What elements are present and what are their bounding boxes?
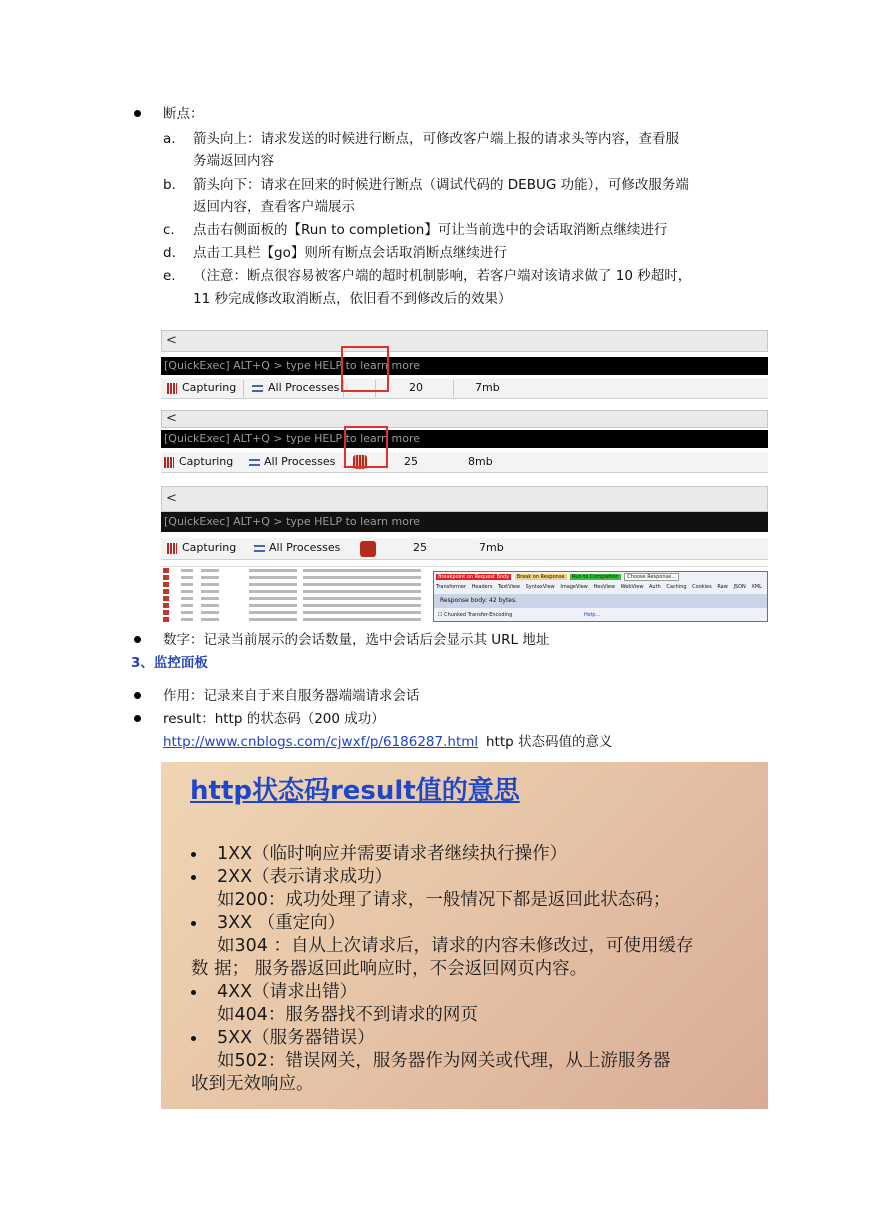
tab[interactable]: WebView [620, 584, 644, 590]
section-heading: 3、监控面板 [131, 655, 208, 671]
memory-usage: 8mb [468, 455, 493, 468]
numbers-note: 数字：记录当前展示的会话数量，选中会话后会显示其 URL 地址 [163, 632, 550, 648]
capturing-label[interactable]: Capturing [179, 455, 234, 468]
status-code-panel [161, 762, 768, 1109]
bullet [134, 715, 141, 722]
scroll-left-icon[interactable]: < [166, 411, 177, 426]
memory-usage: 7mb [479, 541, 504, 554]
fiddler-strip-3 [161, 486, 768, 560]
scroll-left-icon[interactable]: < [166, 333, 177, 348]
tab[interactable]: JSON [733, 584, 746, 590]
tab[interactable]: Auth [649, 584, 661, 590]
quickexec-input[interactable]: [QuickExec] ALT+Q > type HELP to learn more [161, 512, 768, 532]
panel-line: 5XX（服务器错误） [217, 1028, 375, 1048]
bullet [134, 636, 141, 643]
chunked-checkbox[interactable]: ☐ Chunked Transfer-Encoding [438, 612, 513, 618]
tab[interactable]: Cookies [692, 584, 712, 590]
capturing-icon[interactable] [167, 543, 177, 554]
run-to-completion-button[interactable]: Run to Completion [572, 574, 619, 580]
break-request-button[interactable]: Breakpoint on Request Body [438, 574, 510, 580]
panel-line: 2XX（表示请求成功） [217, 867, 393, 887]
capturing-label[interactable]: Capturing [182, 541, 237, 554]
memory-usage: 7mb [475, 381, 500, 394]
item-a-line2: 务端返回内容 [193, 153, 274, 169]
response-body-size: Response body: 42 bytes. [434, 594, 768, 608]
bullet [191, 875, 196, 880]
bullet [134, 692, 141, 699]
help-link[interactable]: Help... [584, 612, 601, 618]
scroll-left-icon[interactable]: < [166, 491, 177, 506]
status-bar [161, 378, 768, 399]
tab[interactable]: TextView [498, 584, 520, 590]
response-panel [433, 571, 768, 622]
bullet [191, 852, 196, 857]
item-marker-e: e. [163, 268, 176, 284]
processes-label[interactable]: All Processes [269, 541, 341, 554]
bullet [191, 1036, 196, 1041]
bullet [191, 921, 196, 926]
item-marker-c: c. [163, 222, 175, 238]
panel-line: 4XX（请求出错） [217, 982, 358, 1002]
horizontal-scrollbar[interactable] [161, 486, 768, 512]
horizontal-scrollbar[interactable] [161, 410, 768, 428]
tab[interactable]: SyntaxView [525, 584, 555, 590]
break-response-button[interactable]: Break on Response [516, 574, 565, 580]
item-d-line1: 点击工具栏【go】则所有断点会话取消断点继续进行 [193, 245, 507, 261]
item-marker-a: a. [163, 131, 176, 147]
bullet [191, 990, 196, 995]
link-caption: http 状态码值的意义 [486, 734, 613, 750]
highlight-box [341, 346, 389, 392]
purpose-text: 作用：记录来自于来自服务器端端请求会话 [163, 688, 420, 704]
processes-label[interactable]: All Processes [264, 455, 336, 468]
tab[interactable]: Raw [717, 584, 728, 590]
item-b-line2: 返回内容，查看客户端展示 [193, 199, 355, 215]
horizontal-scrollbar[interactable] [161, 330, 768, 352]
result-text: result：http 的状态码（200 成功） [163, 711, 385, 727]
tab[interactable]: Transformer [436, 584, 467, 590]
panel-line: 如304 ：自从上次请求后，请求的内容未修改过，可使用缓存 [217, 936, 694, 956]
tab[interactable]: Headers [471, 584, 493, 590]
item-a-line1: 箭头向上：请求发送的时候进行断点，可修改客户端上报的请求头等内容，查看服 [193, 131, 679, 147]
panel-title: http状态码result值的意思 [190, 776, 520, 806]
filter-icon[interactable] [254, 545, 265, 552]
response-tabs [436, 584, 762, 591]
choose-response-select[interactable]: Choose Response... [624, 573, 679, 581]
panel-line: 如502：错误网关，服务器作为网关或代理，从上游服务器 [217, 1051, 671, 1071]
processes-label[interactable]: All Processes [268, 381, 340, 394]
filter-icon[interactable] [252, 385, 263, 392]
item-e-line2: 11 秒完成修改取消断点，依旧看不到修改后的效果） [193, 291, 512, 307]
session-count: 20 [409, 381, 423, 394]
item-marker-d: d. [163, 245, 176, 261]
tab[interactable]: HexView [593, 584, 616, 590]
capturing-label[interactable]: Capturing [182, 381, 237, 394]
breakpoint-icon[interactable] [360, 541, 376, 557]
session-panel-screenshot [161, 566, 768, 622]
quickexec-input[interactable]: [QuickExec] ALT+Q > type HELP to learn more [161, 357, 768, 375]
tab[interactable]: XML [751, 584, 762, 590]
session-count: 25 [413, 541, 427, 554]
panel-line: 数 据； 服务器返回此响应时，不会返回网页内容。 [191, 959, 588, 979]
panel-line: 3XX （重定向） [217, 913, 346, 933]
quickexec-input[interactable]: [QuickExec] ALT+Q > type HELP to learn more [161, 430, 768, 448]
panel-line: 1XX（临时响应并需要请求者继续执行操作） [217, 844, 568, 864]
bullet [134, 110, 141, 117]
breakpoint-title: 断点： [163, 106, 204, 122]
status-bar [161, 538, 768, 560]
session-count: 25 [404, 455, 418, 468]
item-marker-b: b. [163, 177, 176, 193]
status-bar [161, 452, 768, 473]
fiddler-strip-2 [161, 410, 768, 473]
panel-line: 收到无效响应。 [191, 1074, 314, 1094]
filter-icon[interactable] [249, 459, 260, 466]
tab[interactable]: ImageView [560, 584, 588, 590]
panel-line: 如200：成功处理了请求，一般情况下都是返回此状态码； [217, 890, 671, 910]
capturing-icon[interactable] [167, 383, 177, 394]
panel-line: 如404：服务器找不到请求的网页 [217, 1005, 478, 1025]
item-c-line1: 点击右侧面板的【Run to completion】可让当前选中的会话取消断点继续进行 [193, 222, 668, 238]
highlight-box [344, 426, 388, 468]
item-e-line1: （注意：断点很容易被客户端的超时机制影响，若客户端对该请求做了 10 秒超时， [193, 268, 692, 284]
fiddler-strip-1 [161, 330, 768, 399]
tab[interactable]: Caching [666, 584, 687, 590]
status-code-link[interactable]: http://www.cnblogs.com/cjwxf/p/6186287.html [163, 734, 479, 750]
capturing-icon[interactable] [164, 457, 174, 468]
item-b-line1: 箭头向下：请求在回来的时候进行断点（调试代码的 DEBUG 功能），可修改服务端 [193, 177, 689, 193]
